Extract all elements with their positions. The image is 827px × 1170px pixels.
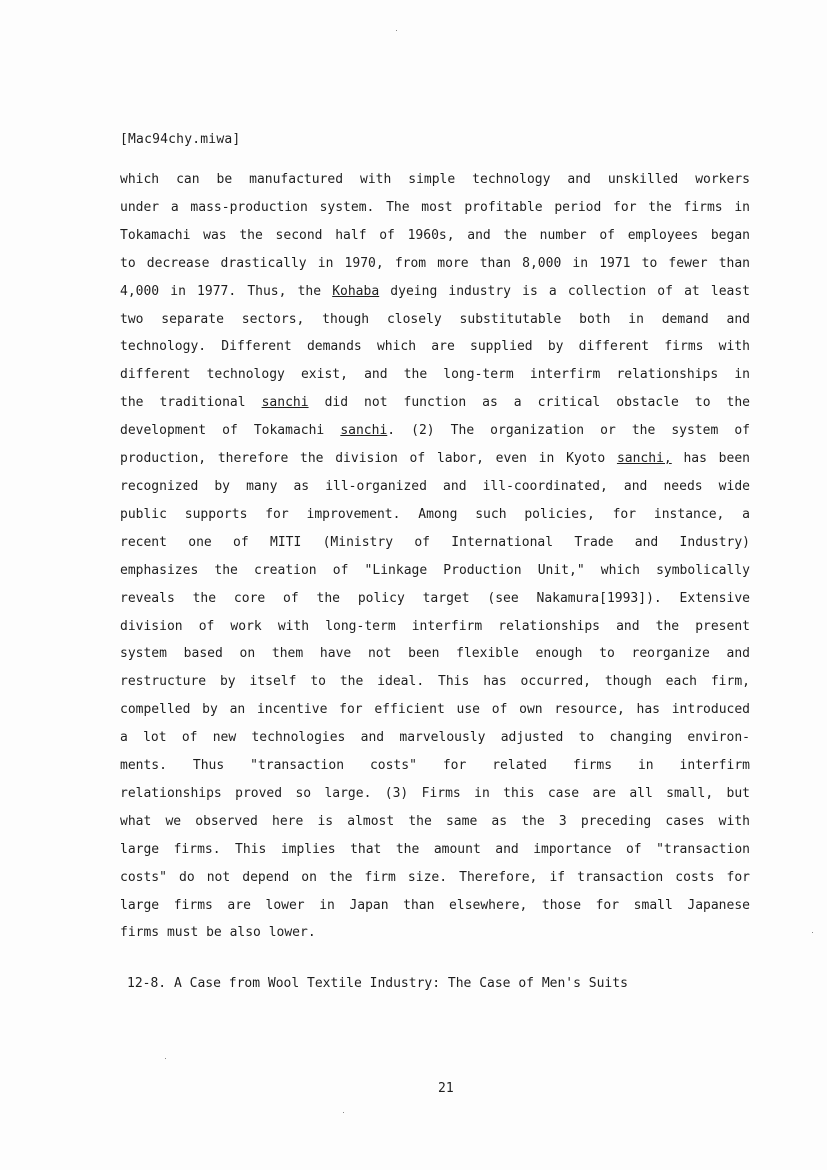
underlined-term: sanchi, bbox=[616, 451, 672, 467]
text-segment: public supports for improvement. Among such policies, for instance, a bbox=[120, 506, 750, 522]
text-segment: relationships proved so large. (3) Firms in this case are all small, but bbox=[120, 785, 750, 801]
text-line bbox=[120, 752, 750, 780]
text-line bbox=[120, 613, 750, 641]
text-segment: what we observed here is almost the same as the 3 preceding cases with bbox=[120, 813, 750, 829]
text-line bbox=[120, 361, 750, 389]
text-segment: the traditional bbox=[120, 395, 262, 411]
text-line bbox=[120, 780, 750, 808]
text-line bbox=[120, 808, 750, 836]
text-line bbox=[120, 473, 750, 501]
text-line bbox=[120, 333, 750, 361]
text-segment: a lot of new technologies and marvelously adjusted to changing environ- bbox=[120, 730, 750, 746]
text-segment: division of work with long-term interfirm relationships and the present bbox=[120, 618, 750, 634]
text-line bbox=[120, 501, 750, 529]
text-line bbox=[120, 919, 750, 947]
text-line bbox=[120, 166, 750, 194]
scan-speck bbox=[165, 1058, 166, 1059]
file-tag: [Mac94chy.miwa] bbox=[120, 132, 241, 147]
text-segment: to decrease drastically in 1970, from more than 8,000 in 1971 to fewer than bbox=[120, 255, 750, 271]
scan-speck bbox=[812, 932, 813, 933]
text-line bbox=[120, 585, 750, 613]
underlined-term: Kohaba bbox=[332, 283, 380, 299]
text-line bbox=[120, 389, 750, 417]
text-segment: reveals the core of the policy target (see Nakamura[1993]). Extensive bbox=[120, 590, 750, 606]
text-line bbox=[120, 836, 750, 864]
text-segment: large firms are lower in Japan than elsewhere, those for small Japanese bbox=[120, 897, 750, 913]
text-segment: emphasizes the creation of "Linkage Production Unit," which symbolically bbox=[120, 562, 750, 578]
body-paragraph bbox=[120, 166, 750, 947]
underlined-term: sanchi bbox=[340, 423, 388, 439]
text-segment: technology. Different demands which are supplied by different firms with bbox=[120, 339, 750, 355]
text-line bbox=[120, 306, 750, 334]
text-segment: production, therefore the division of labor, even in Kyoto bbox=[120, 451, 617, 467]
text-segment: firms must be also lower. bbox=[120, 925, 316, 941]
text-segment: Tokamachi was the second half of 1960s, and the number of employees began bbox=[120, 227, 750, 243]
text-segment: system based on them have not been flexible enough to reorganize and bbox=[120, 646, 750, 662]
text-segment: different technology exist, and the long-term interfirm relationships in bbox=[120, 367, 750, 383]
text-segment: has been bbox=[671, 451, 750, 467]
text-segment: costs" do not depend on the firm size. Therefore, if transaction costs for bbox=[120, 869, 750, 885]
underlined-term: sanchi bbox=[261, 395, 309, 411]
text-segment: did not function as a critical obstacle to the bbox=[308, 395, 751, 411]
text-segment: dyeing industry is a collection of at least bbox=[379, 283, 750, 299]
text-line bbox=[120, 529, 750, 557]
text-line bbox=[120, 222, 750, 250]
text-line bbox=[120, 668, 750, 696]
text-line bbox=[120, 892, 750, 920]
scan-speck bbox=[343, 1112, 344, 1113]
text-segment: development of Tokamachi bbox=[120, 423, 341, 439]
page-number: 21 bbox=[438, 1081, 454, 1096]
text-line bbox=[120, 445, 750, 473]
text-segment: under a mass-production system. The most profitable period for the firms in bbox=[120, 199, 750, 215]
text-line bbox=[120, 724, 750, 752]
scan-speck bbox=[396, 30, 397, 31]
text-line bbox=[120, 417, 750, 445]
text-line bbox=[120, 278, 750, 306]
text-line bbox=[120, 557, 750, 585]
text-segment: two separate sectors, though closely substitutable both in demand and bbox=[120, 311, 750, 327]
text-segment: compelled by an incentive for efficient use of own resource, has introduced bbox=[120, 702, 750, 718]
text-segment: recent one of MITI (Ministry of International Trade and Industry) bbox=[120, 534, 750, 550]
section-heading: 12-8. A Case from Wool Textile Industry: The Case of Men's Suits bbox=[127, 976, 628, 991]
text-line bbox=[120, 696, 750, 724]
text-segment: restructure by itself to the ideal. This has occurred, though each firm, bbox=[120, 674, 750, 690]
text-line bbox=[120, 250, 750, 278]
text-segment: large firms. This implies that the amount and importance of "transaction bbox=[120, 841, 750, 857]
text-line bbox=[120, 640, 750, 668]
text-segment: 4,000 in 1977. Thus, the bbox=[120, 283, 333, 299]
text-line bbox=[120, 864, 750, 892]
text-segment: recognized by many as ill-organized and ill-coordinated, and needs wide bbox=[120, 478, 750, 494]
text-segment: . (2) The organization or the system of bbox=[387, 423, 750, 439]
text-line bbox=[120, 194, 750, 222]
text-segment: which can be manufactured with simple technology and unskilled workers bbox=[120, 172, 750, 187]
text-segment: ments. Thus "transaction costs" for related firms in interfirm bbox=[120, 758, 750, 774]
